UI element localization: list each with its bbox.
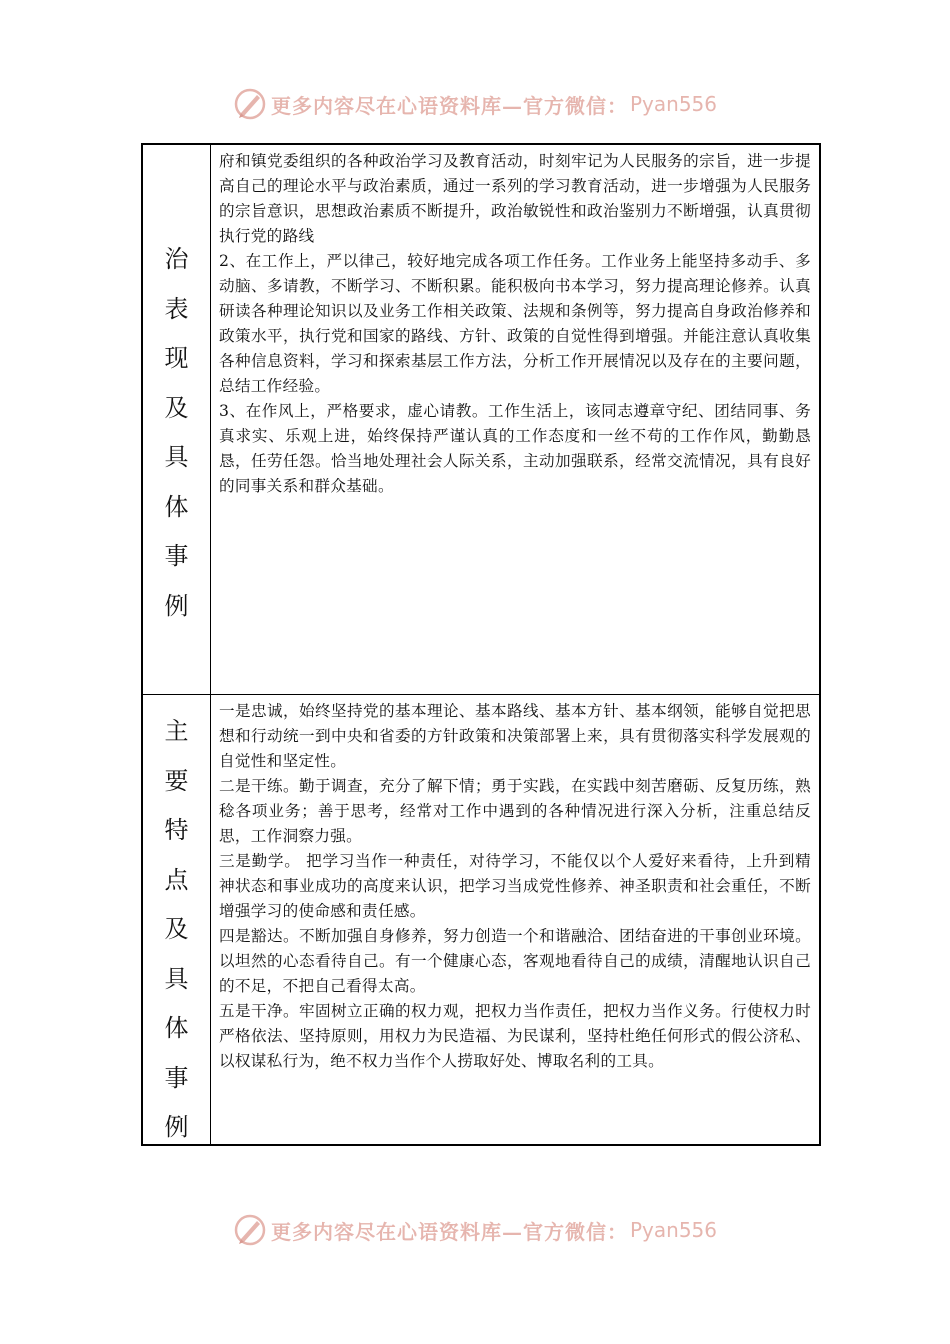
paragraph: 一是忠诚，始终坚持党的基本理论、基本路线、基本方针、基本纲领，能够自觉把思想和行动统一到中央和省委的方针政策和决策部署上来，具有贯彻落实科学发展观的自觉性和坚定性。	[219, 702, 811, 770]
evaluation-table	[141, 143, 821, 1146]
label-char: 及	[164, 393, 189, 422]
label-char: 主	[164, 717, 189, 745]
label-char: 具	[164, 443, 189, 471]
paragraph: 五是干净。牢固树立正确的权力观，把权力当作责任，把权力当作义务。行使权力时严格依法、坚持原则，用权力为民造福、为民谋利，坚持杜绝任何形式的假公济私、以权谋私行为，绝不权力当作个人捞取好处、博取名利的工具。	[219, 1002, 811, 1070]
watermark-footer	[0, 1210, 950, 1250]
label-char: 表	[164, 294, 189, 323]
label-char: 事	[164, 1063, 189, 1092]
label-char: 点	[164, 865, 189, 894]
watermark-header	[0, 84, 950, 124]
label-char: 现	[164, 344, 189, 372]
watermark-id: Pyan556	[629, 92, 717, 116]
row-content-political	[211, 145, 819, 694]
watermark-text: 更多内容尽在心语资料库—官方微信：	[270, 1219, 628, 1244]
paragraph: 二是干练。勤于调查，充分了解下情；勇于实践，在实践中刻苦磨砺、反复历练，熟稔各项业务；善于思考，经常对工作中遇到的各种情况进行深入分析，注重总结反思，工作洞察力强。	[219, 777, 811, 845]
paragraph: 3、在作风上，严格要求，虚心请教。工作生活上，该同志遵章守纪、团结同事、务真求实、乐观上进，始终保持严谨认真的工作态度和一丝不苟的工作作风，勤勤恳恳，任劳任怨。恰当地处理社会人际关系，主动加强联系，经常交流情况，具有良好的同事关系和群众基础。	[219, 402, 811, 495]
label-char: 特	[164, 816, 189, 844]
paragraph: 四是豁达。不断加强自身修养，努力创造一个和谐融洽、团结奋进的干事创业环境。以坦然的心态看待自己。有一个健康心态，客观地看待自己的成绩，清醒地认识自己的不足，不把自己看得太高。	[219, 927, 811, 995]
label-char: 治	[164, 245, 189, 273]
label-char: 要	[164, 766, 189, 795]
label-char: 体	[164, 492, 189, 521]
watermark-text: 更多内容尽在心语资料库—官方微信：	[270, 93, 628, 118]
label-char: 例	[164, 591, 189, 620]
row-content-features	[211, 695, 819, 1144]
paragraph: 2、在工作上，严以律己，较好地完成各项工作任务。工作业务上能坚持多动手、多动脑、多请教，不断学习、不断积累。能积极向书本学习，努力提高理论修养。认真研读各种理论知识以及业务工作相关政策、法规和条例等，努力提高自身政治修养和政策水平，执行党和国家的路线、方针、政策的自觉性得到增强。并能注意认真收集各种信息资料，学习和探索基层工作方法，分析工作开展情况以及存在的主要问题，总结工作经验。	[219, 252, 811, 395]
row-label-political	[143, 145, 211, 694]
pen-logo-icon	[233, 87, 267, 121]
label-char: 具	[164, 964, 189, 993]
table-row-political	[143, 145, 819, 695]
label-char: 体	[164, 1014, 189, 1042]
pen-logo-icon	[233, 1213, 267, 1247]
row-label-features	[143, 695, 211, 1144]
watermark-id: Pyan556	[629, 1218, 717, 1242]
paragraph: 三是勤学。 把学习当作一种责任，对待学习，不能仅以个人爱好来看待，上升到精神状态和事业成功的高度来认识，把学习当成党性修养、神圣职责和社会重任，不断增强学习的使命感和责任感。	[219, 852, 811, 920]
label-char: 例	[164, 1113, 189, 1141]
label-char: 及	[164, 915, 189, 943]
table-row-features	[143, 695, 819, 1144]
label-char: 事	[164, 542, 189, 570]
paragraph: 府和镇党委组织的各种政治学习及教育活动，时刻牢记为人民服务的宗旨，进一步提高自己的理论水平与政治素质，通过一系列的学习教育活动，进一步增强为人民服务的宗旨意识，思想政治素质不断提升，政治敏锐性和政治鉴别力不断增强，认真贯彻执行党的路线	[219, 152, 811, 245]
